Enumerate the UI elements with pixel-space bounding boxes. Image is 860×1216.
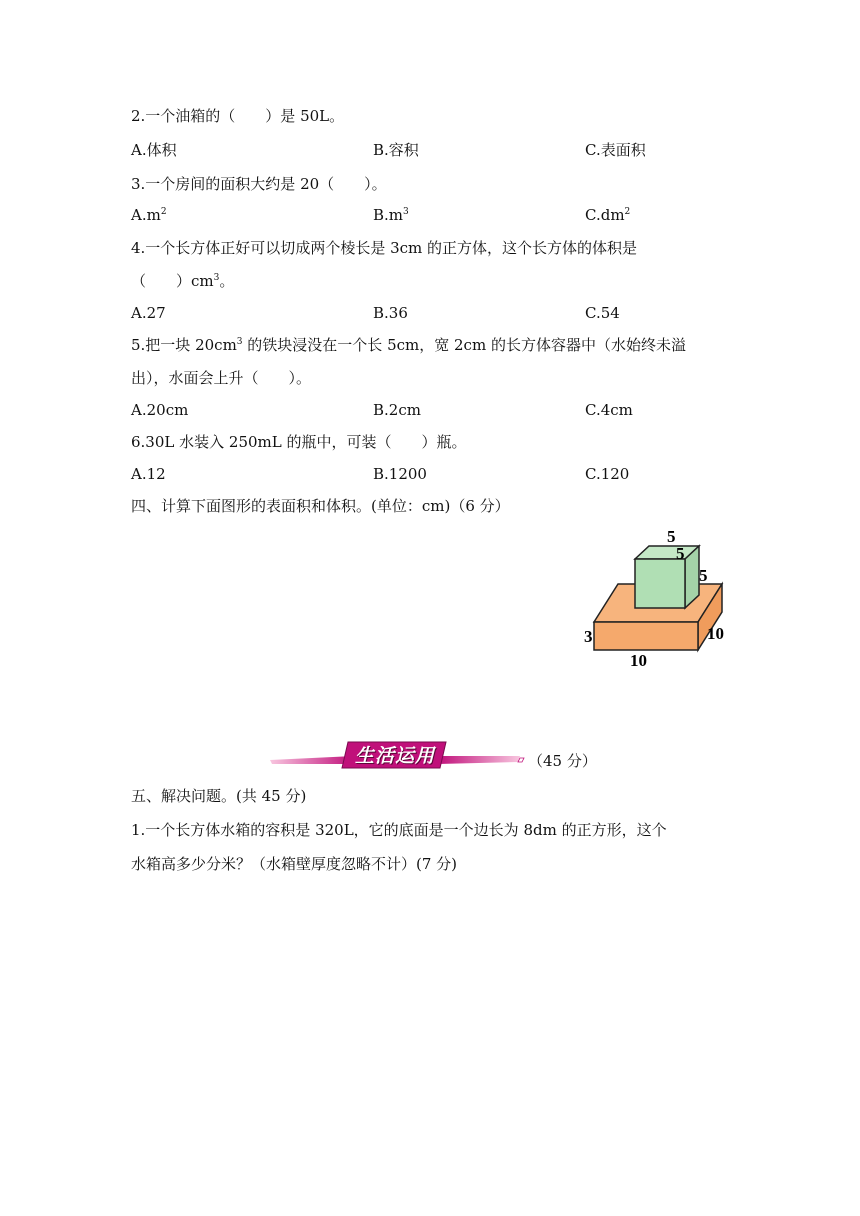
question-6-stem: 6.30L 水装入 250mL 的瓶中，可装（ ）瓶。 [131, 433, 467, 451]
section-5-question-1-line2: 水箱高多少分米？（水箱壁厚度忽略不计）(7 分) [131, 855, 458, 873]
label-top-height: 5 [699, 566, 708, 585]
cube-front-face [635, 559, 685, 608]
question-4-option-a: A.27 [131, 304, 166, 322]
question-5-stem-line1: 5.把一块 $20cm^3$ 的铁块浸没在一个长 5cm，宽 2cm 的长方体容器中（水始终未溢 [131, 336, 686, 354]
label-bottom-depth: 10 [707, 624, 724, 643]
question-6-option-b: B.1200 [373, 465, 427, 483]
question-2-stem: 2.一个油箱的（ ）是 50L。 [131, 107, 345, 125]
label-top-width: 5 [667, 527, 676, 546]
question-5-option-c: C.4cm [585, 401, 633, 419]
question-4-stem-line1: 4.一个长方体正好可以切成两个棱长是 3cm 的正方体，这个长方体的体积是 [131, 239, 638, 257]
section-4-title: 四、计算下面图形的表面积和体积。(单位：cm)（6 分） [131, 497, 510, 515]
question-3-option-c: $C.dm^2$ [585, 206, 631, 224]
question-4-option-c: C.54 [585, 304, 620, 322]
section-5-title: 五、解决问题。(共 45 分) [131, 787, 307, 805]
question-6-option-a: A.12 [131, 465, 166, 483]
label-bottom-width: 10 [630, 651, 647, 670]
question-5-option-b: B.2cm [373, 401, 421, 419]
question-3-option-a: $A.m^2$ [131, 206, 167, 224]
question-3-stem: 3.一个房间的面积大约是 20（ ）。 [131, 175, 387, 193]
section-5-question-1-line1: 1.一个长方体水箱的容积是 320L，它的底面是一个边长为 8dm 的正方形，这个 [131, 821, 667, 839]
banner-score: （45 分） [528, 752, 597, 770]
question-2-option-b: B.容积 [373, 141, 419, 159]
label-bottom-height: 3 [584, 627, 593, 646]
question-2-option-a: A.体积 [131, 141, 177, 159]
question-5-option-a: A.20cm [131, 401, 189, 419]
question-4-option-b: B.36 [373, 304, 408, 322]
stacked-boxes-figure [578, 522, 738, 672]
question-6-option-c: C.120 [585, 465, 630, 483]
question-5-stem-line2: 出），水面会上升（ ）。 [131, 369, 312, 387]
label-top-depth: 5 [676, 544, 685, 563]
question-4-stem-line2: （ ）$cm^3$。 [131, 272, 235, 290]
question-2-option-c: C.表面积 [585, 141, 646, 159]
bottom-box-front-face [594, 622, 698, 650]
question-3-option-b: $B.m^3$ [373, 206, 409, 224]
banner-title: 生活运用 [354, 745, 435, 767]
